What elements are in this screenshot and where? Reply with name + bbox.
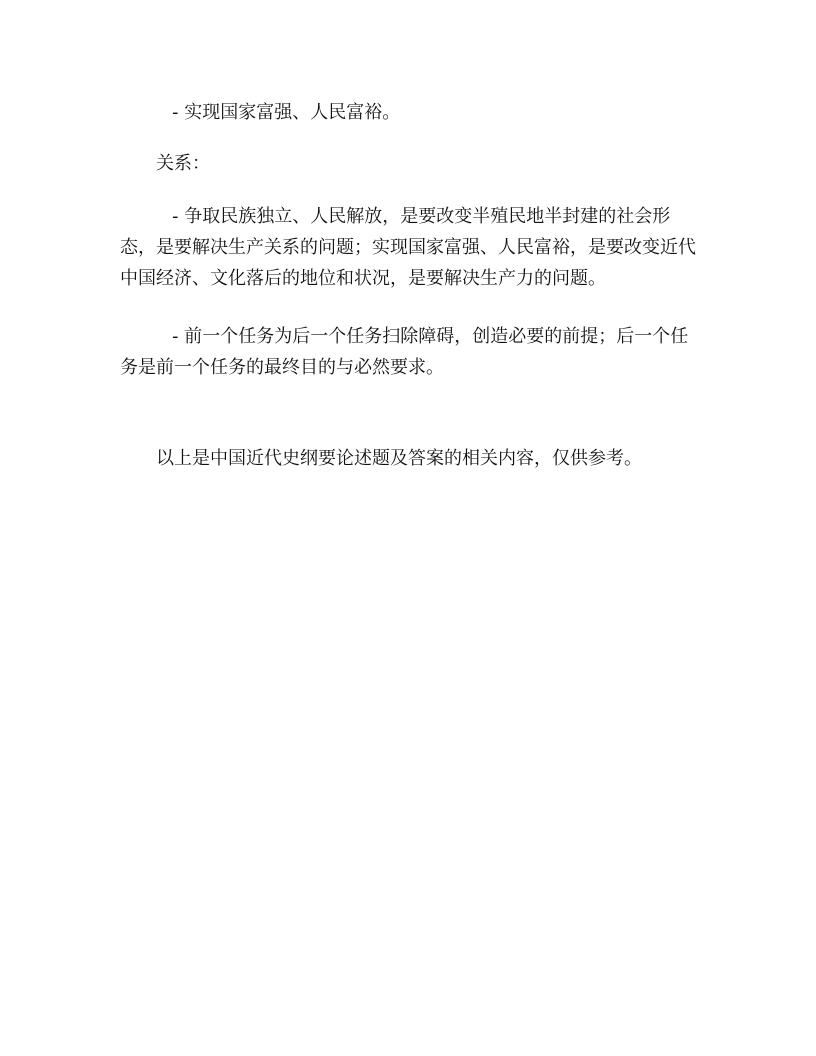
- document-body: [120, 97, 698, 497]
- paragraph-conclusion: 以上是中国近代史纲要论述题及答案的相关内容，仅供参考。: [156, 448, 642, 469]
- paragraph-relationship-point-1: - 争取民族独立、人民解放，是要改变半殖民地半封建的社会形态，是要解决生产关系的问题；实现国家富强、人民富裕，是要改变近代中国经济、文化落后的地位和状况，是要解决生产力的问题。: [120, 206, 696, 289]
- paragraph-goal-prosperity: - 实现国家富强、人民富裕。: [172, 102, 401, 123]
- paragraph-relationship-point-2: - 前一个任务为后一个任务扫除障碍，创造必要的前提；后一个任务是前一个任务的最终目的与必然要求。: [120, 326, 689, 378]
- paragraph-relationship-heading: 关系：: [156, 153, 210, 174]
